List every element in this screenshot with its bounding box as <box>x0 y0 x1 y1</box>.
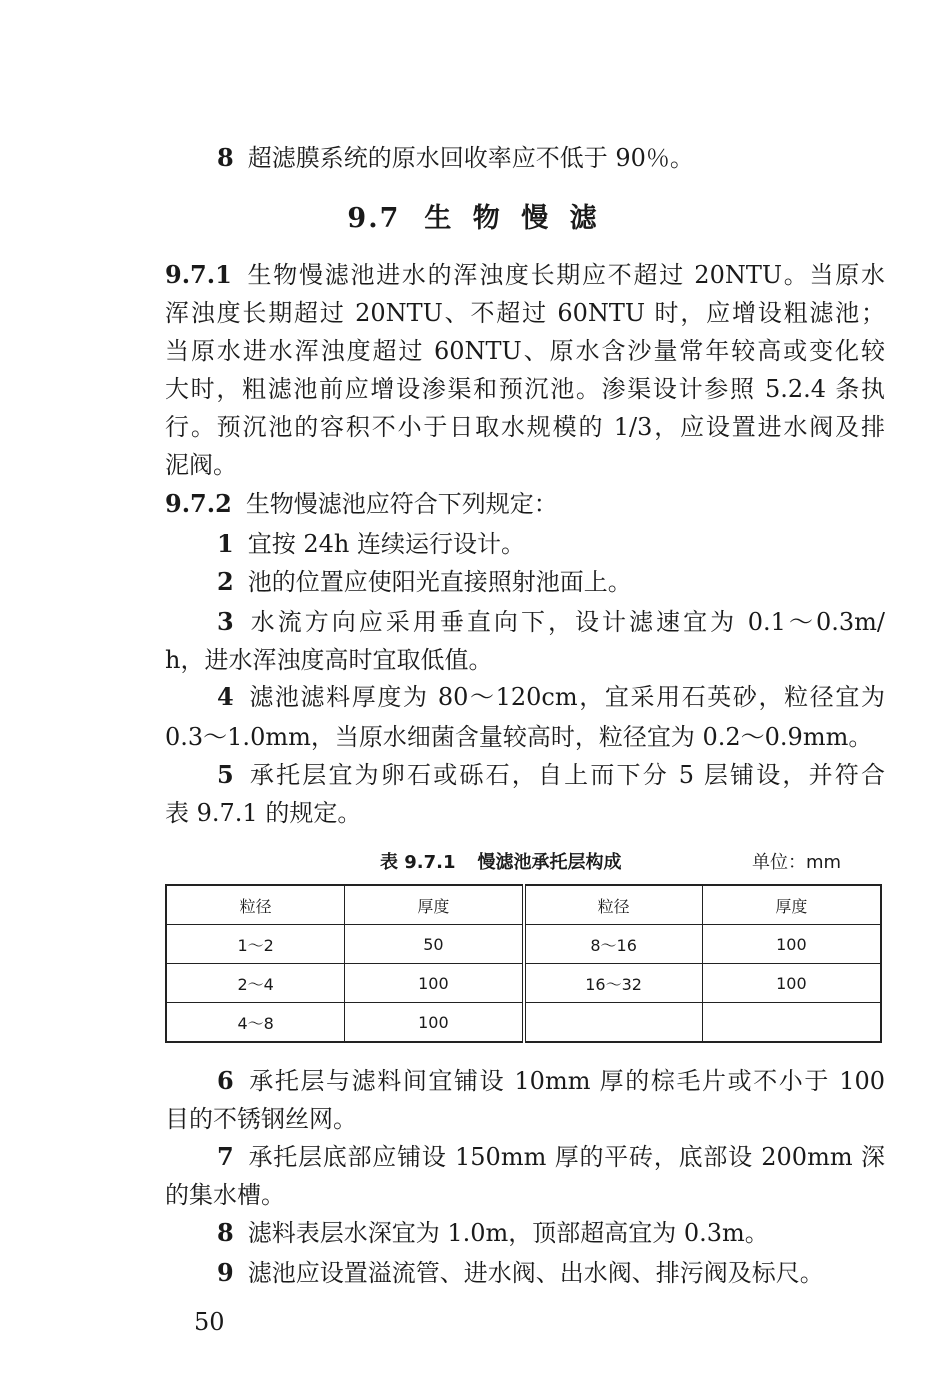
table-cell <box>702 1003 881 1043</box>
table-caption <box>380 848 622 874</box>
page-number: 50 <box>194 1308 225 1336</box>
list-item-continuation: 的集水槽。 <box>165 1181 285 1209</box>
header-cell: 厚度 <box>345 885 524 925</box>
item-number: 5 <box>217 760 234 789</box>
list-item <box>217 678 885 716</box>
item-number: 8 <box>217 143 234 172</box>
item-text: 滤料表层水深宜为 1.0m，顶部超高宜为 0.3m。 <box>247 1219 769 1247</box>
clause-9-7-1-line <box>165 256 885 294</box>
list-item <box>217 139 885 177</box>
clause-9-7-1-line: 泥阀。 <box>165 451 237 479</box>
item-text: 承托层底部应铺设 150mm 厚的平砖，底部设 200mm 深 <box>247 1143 885 1171</box>
table-cell: 4～8 <box>166 1003 345 1043</box>
item-number: 8 <box>217 1218 234 1247</box>
table-row <box>166 964 881 1003</box>
list-item <box>217 603 885 641</box>
item-text: 承托层宜为卵石或砾石，自上而下分 5 层铺设，并符合 <box>247 761 885 789</box>
list-item <box>217 1254 885 1292</box>
item-number: 7 <box>217 1142 234 1171</box>
item-number: 6 <box>217 1066 234 1095</box>
table-cell: 100 <box>345 1003 524 1043</box>
section-heading <box>0 196 950 235</box>
table-row <box>166 1003 881 1043</box>
table-cell: 8～16 <box>524 925 703 964</box>
clause-9-7-1-line: 当原水进水浑浊度超过 60NTU、原水含沙量常年较高或变化较 <box>165 337 885 365</box>
list-item <box>217 1062 885 1100</box>
support-layer-table <box>165 884 882 1043</box>
clause-9-7-1-line: 行。预沉池的容积不小于日取水规模的 1/3，应设置进水阀及排 <box>165 413 885 441</box>
item-text: 滤池应设置溢流管、进水阀、出水阀、排污阀及标尺。 <box>247 1259 824 1287</box>
item-text: 水流方向应采用垂直向下，设计滤速宜为 0.1～0.3m/ <box>247 608 885 636</box>
list-item-continuation: 0.3～1.0mm，当原水细菌含量较高时，粒径宜为 0.2～0.9mm。 <box>165 723 873 751</box>
table-cell: 2～4 <box>166 964 345 1003</box>
table-title: 慢滤池承托层构成 <box>477 852 622 873</box>
table-cell: 100 <box>702 925 881 964</box>
clause-number: 9.7.2 <box>165 489 232 518</box>
clause-9-7-1-line: 大时，粗滤池前应增设渗渠和预沉池。渗渠设计参照 5.2.4 条执 <box>165 375 885 403</box>
item-text: 滤池滤料厚度为 80～120cm，宜采用石英砂，粒径宜为 <box>247 683 885 711</box>
item-number: 3 <box>217 607 234 636</box>
table-row <box>166 925 881 964</box>
table-number: 表 9.7.1 <box>380 852 456 873</box>
item-text: 超滤膜系统的原水回收率应不低于 90％。 <box>247 144 694 172</box>
item-number: 4 <box>217 682 234 711</box>
header-cell: 粒径 <box>524 885 703 925</box>
list-item-continuation: 目的不锈钢丝网。 <box>165 1105 357 1133</box>
list-item-continuation: 表 9.7.1 的规定。 <box>165 799 362 827</box>
list-item <box>217 525 885 563</box>
table-header-row <box>166 885 881 925</box>
clause-9-7-2-line <box>165 485 885 523</box>
table-cell: 100 <box>345 964 524 1003</box>
item-number: 9 <box>217 1258 234 1287</box>
table-cell: 100 <box>702 964 881 1003</box>
list-item <box>217 1214 885 1252</box>
table-cell: 16～32 <box>524 964 703 1003</box>
table-cell: 50 <box>345 925 524 964</box>
table-cell <box>524 1003 703 1043</box>
header-cell: 厚度 <box>702 885 881 925</box>
header-cell: 粒径 <box>166 885 345 925</box>
list-item <box>217 1138 885 1176</box>
item-number: 2 <box>217 567 234 596</box>
clause-9-7-1-line: 浑浊度长期超过 20NTU、不超过 60NTU 时，应增设粗滤池； <box>165 299 885 327</box>
clause-text: 生物慢滤池进水的浑浊度长期应不超过 20NTU。当原水 <box>245 261 885 289</box>
table-cell: 1～2 <box>166 925 345 964</box>
clause-text: 生物慢滤池应符合下列规定： <box>245 490 558 518</box>
item-text: 宜按 24h 连续运行设计。 <box>247 530 525 558</box>
item-text: 承托层与滤料间宜铺设 10mm 厚的棕毛片或不小于 100 <box>247 1067 885 1095</box>
clause-number: 9.7.1 <box>165 260 232 289</box>
item-text: 池的位置应使阳光直接照射池面上。 <box>247 568 632 596</box>
section-number: 9.7 <box>347 203 401 234</box>
list-item-continuation: h，进水浑浊度高时宜取低值。 <box>165 646 493 674</box>
table-unit: 单位：mm <box>752 852 842 873</box>
list-item <box>217 756 885 794</box>
section-title: 生 物 慢 滤 <box>424 203 603 234</box>
item-number: 1 <box>217 529 234 558</box>
list-item <box>217 563 885 601</box>
